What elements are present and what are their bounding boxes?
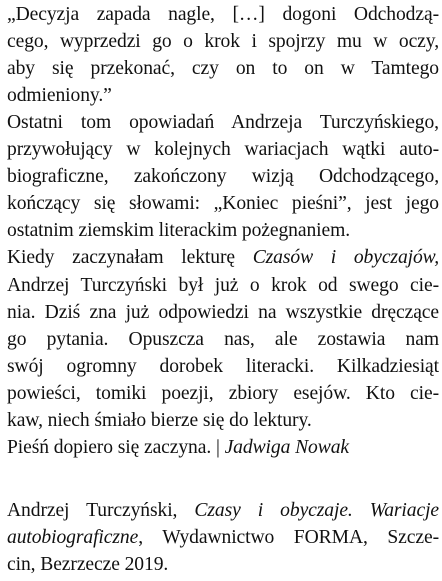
review-line: powieści, tomiki poezji, zbiory esejów. Kto cie-	[7, 382, 439, 404]
review-line: Andrzej Turczyński był już o krok od swego cie-	[7, 274, 439, 296]
review-author: Jadwiga Nowak	[224, 437, 350, 459]
review-line: kończący się słowami: „Koniec pieśni”, jest jego	[7, 193, 439, 215]
book-title-inline: Czasów i obyczajów,	[252, 247, 439, 269]
review-signature-line	[7, 434, 439, 461]
review-line-with-title	[7, 244, 439, 271]
review-text: Kiedy zaczynałam lekturę	[7, 247, 253, 269]
review-line: nia. Dziś zna już odpowiedzi na wszystkie dręczące	[7, 301, 439, 323]
review-line: biograficzne, zakończony wizją Odchodzącego,	[7, 166, 439, 188]
review-line: swój ogromny dorobek literacki. Kilkadziesiąt	[7, 355, 439, 377]
review-line: go pytania. Opuszcza nas, ale zostawia nam	[7, 328, 439, 350]
opening-quote	[7, 1, 439, 109]
review-body	[7, 109, 439, 461]
quote-line: aby się przekonać, czy on to on w Tamtego	[7, 58, 439, 80]
closing-text: Pieśń dopiero się zaczyna. |	[7, 437, 225, 459]
review-line: przywołujący w kolejnych wariacjach wątki auto-	[7, 139, 439, 161]
review-line: Ostatni tom opowiadań Andrzeja Turczyńskiego,	[7, 112, 439, 133]
quote-line: odmieniony.”	[7, 85, 112, 107]
citation-publisher: , Wydawnictwo FORMA, Szcze-	[138, 527, 439, 549]
citation-place-year: cin, Bezrzecze 2019.	[7, 554, 169, 576]
citation-title: Czasy i obyczaje. Wariacje	[194, 500, 440, 521]
citation-line	[7, 497, 439, 524]
citation-line	[7, 524, 439, 551]
quote-line: cego, wyprzedzi go o krok i spojrzy mu w oczy,	[7, 31, 439, 53]
book-citation	[7, 497, 439, 578]
review-line: kaw, niech śmiało bierze się do lektury.	[7, 410, 312, 432]
review-line: ostatnim ziemskim literackim pożegnaniem.	[7, 220, 351, 242]
quote-line: „Decyzja zapada nagle, […] dogoni Odchodzą-	[7, 4, 439, 25]
citation-title-cont: autobiograficzne	[7, 527, 139, 549]
citation-author: Andrzej Turczyński,	[7, 500, 195, 521]
